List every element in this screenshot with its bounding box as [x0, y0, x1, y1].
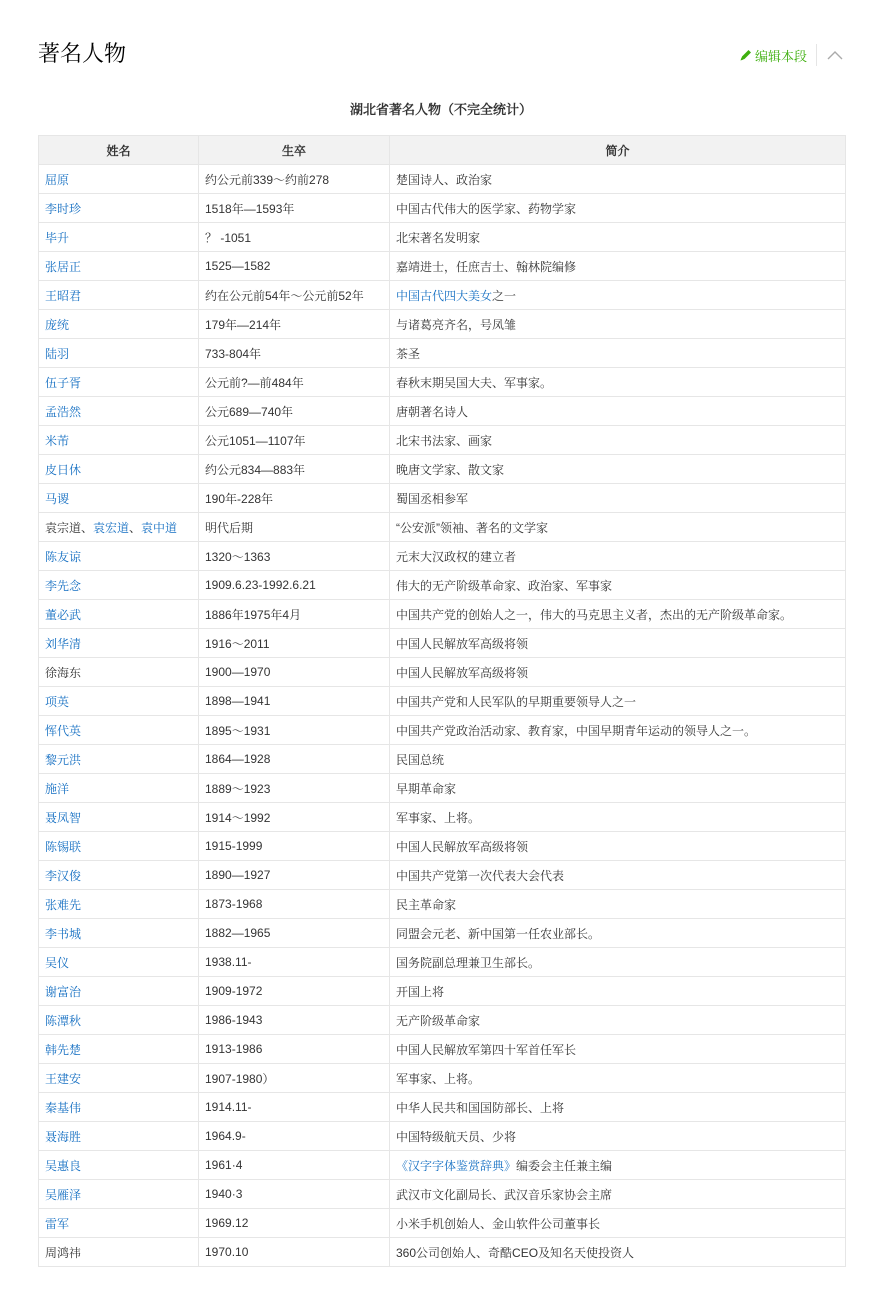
description-cell: [390, 339, 846, 368]
description-cell: [390, 774, 846, 803]
person-name-cell: [39, 1035, 199, 1064]
person-name-link[interactable]: 李书城: [45, 926, 82, 941]
person-name-cell: [39, 165, 199, 194]
table-row: [39, 368, 846, 397]
table-row: [39, 629, 846, 658]
description-text: “公安派”领袖、著名的文学家: [396, 520, 548, 535]
lifespan-cell: 179年—214年: [199, 310, 390, 339]
description-cell: [390, 194, 846, 223]
description-text: 茶圣: [396, 346, 421, 361]
chevron-up-icon: [827, 50, 843, 60]
description-cell: [390, 745, 846, 774]
description-cell: [390, 977, 846, 1006]
lifespan-cell: 1895～1931: [199, 716, 390, 745]
table-row: [39, 919, 846, 948]
lifespan-cell: 约在公元前54年～公元前52年: [199, 281, 390, 310]
table-row: [39, 1238, 846, 1267]
description-cell: [390, 803, 846, 832]
description-text: 中国人民解放军高级将领: [396, 839, 529, 854]
person-name-link[interactable]: 袁中道: [141, 520, 178, 535]
person-name-link[interactable]: 李先念: [45, 578, 82, 593]
description-text: 中华人民共和国国防部长、上将: [396, 1100, 565, 1115]
header-tools: [739, 43, 844, 67]
person-name-cell: [39, 252, 199, 281]
description-cell: [390, 1122, 846, 1151]
description-text: 军事家、上将。: [396, 1071, 481, 1086]
section-title: 著名人物: [38, 41, 127, 66]
description-text: 小米手机创始人、金山软件公司董事长: [396, 1216, 601, 1231]
description-cell: [390, 919, 846, 948]
description-cell: [390, 629, 846, 658]
person-name-link[interactable]: 张难先: [45, 897, 82, 912]
description-cell: [390, 281, 846, 310]
table-row: [39, 1209, 846, 1238]
table-row: [39, 977, 846, 1006]
person-name-cell: [39, 513, 199, 542]
person-name-link[interactable]: 张居正: [45, 259, 82, 274]
people-table: [38, 135, 846, 1267]
person-name-link[interactable]: 陈友谅: [45, 549, 82, 564]
lifespan-cell: 1900—1970: [199, 658, 390, 687]
description-cell: [390, 542, 846, 571]
description-text: 民主革命家: [396, 897, 457, 912]
description-cell: [390, 484, 846, 513]
table-row: [39, 1122, 846, 1151]
description-text: 早期革命家: [396, 781, 457, 796]
person-name-cell: [39, 368, 199, 397]
person-name-cell: [39, 600, 199, 629]
person-name-link[interactable]: 陈潭秋: [45, 1013, 82, 1028]
person-name-link[interactable]: 袁宏道: [93, 520, 130, 535]
person-name-cell: [39, 832, 199, 861]
description-text: 编委会主任兼主编: [516, 1158, 613, 1173]
table-body: [39, 165, 846, 1267]
description-text: 嘉靖进士，任庶吉士、翰林院编修: [396, 259, 577, 274]
person-name-link[interactable]: 王昭君: [45, 288, 82, 303]
table-row: [39, 832, 846, 861]
table-row: [39, 194, 846, 223]
lifespan-cell: 1907-1980）: [199, 1064, 390, 1093]
person-name-link[interactable]: 谢富治: [45, 984, 82, 999]
description-cell: [390, 1093, 846, 1122]
person-name-text: 袁宗道、: [45, 520, 94, 535]
description-cell: [390, 368, 846, 397]
person-name-cell: [39, 1151, 199, 1180]
person-name-cell: [39, 339, 199, 368]
edit-section-button[interactable]: [739, 46, 807, 65]
person-name-link[interactable]: 黎元洪: [45, 752, 82, 767]
lifespan-cell: 1916～2011: [199, 629, 390, 658]
person-name-link[interactable]: 马谡: [45, 491, 70, 506]
person-name-text: 周鸿祎: [45, 1245, 82, 1260]
lifespan-cell: 1961·4: [199, 1151, 390, 1180]
lifespan-cell: 公元前?—前484年: [199, 368, 390, 397]
lifespan-cell: 1525—1582: [199, 252, 390, 281]
description-text: 中国人民解放军高级将领: [396, 636, 529, 651]
person-name-cell: [39, 716, 199, 745]
description-text: 武汉市文化副局长、武汉音乐家协会主席: [396, 1187, 613, 1202]
person-name-link[interactable]: 屈原: [45, 172, 70, 187]
table-row: [39, 513, 846, 542]
person-name-link[interactable]: 庞统: [45, 317, 70, 332]
description-cell: [390, 1238, 846, 1267]
person-name-cell: [39, 1006, 199, 1035]
description-text: 军事家、上将。: [396, 810, 481, 825]
section-header: [38, 38, 844, 74]
lifespan-cell: 1909.6.23-1992.6.21: [199, 571, 390, 600]
description-cell: [390, 1006, 846, 1035]
table-row: [39, 455, 846, 484]
person-name-text: 、: [129, 520, 142, 535]
person-name-link[interactable]: 毕升: [45, 230, 70, 245]
person-name-cell: [39, 223, 199, 252]
lifespan-cell: 1938.11-: [199, 948, 390, 977]
lifespan-cell: 1909-1972: [199, 977, 390, 1006]
description-text: 与诸葛亮齐名，号凤雏: [396, 317, 517, 332]
description-text: 之一: [492, 288, 517, 303]
person-name-cell: [39, 658, 199, 687]
lifespan-cell: 1913-1986: [199, 1035, 390, 1064]
lifespan-cell: 1986-1943: [199, 1006, 390, 1035]
description-text: 唐朝著名诗人: [396, 404, 469, 419]
table-row: [39, 1006, 846, 1035]
person-name-cell: [39, 977, 199, 1006]
table-row: [39, 1064, 846, 1093]
description-cell: [390, 832, 846, 861]
lifespan-cell: 1969.12: [199, 1209, 390, 1238]
description-text: 民国总统: [396, 752, 445, 767]
description-cell: [390, 1064, 846, 1093]
description-link[interactable]: 《汉字字体鉴赏辞典》: [396, 1158, 517, 1173]
lifespan-cell: 1914～1992: [199, 803, 390, 832]
description-text: 国务院副总理兼卫生部长。: [396, 955, 541, 970]
person-name-link[interactable]: 米芾: [45, 433, 70, 448]
lifespan-cell: 1864—1928: [199, 745, 390, 774]
description-cell: [390, 397, 846, 426]
lifespan-cell: 1518年—1593年: [199, 194, 390, 223]
table-row: [39, 774, 846, 803]
person-name-cell: [39, 1209, 199, 1238]
description-cell: [390, 948, 846, 977]
lifespan-cell: 1970.10: [199, 1238, 390, 1267]
collapse-button[interactable]: [826, 46, 844, 64]
person-name-cell: [39, 1122, 199, 1151]
header-life: 生卒: [199, 136, 390, 165]
description-cell: [390, 165, 846, 194]
description-link[interactable]: 中国古代四大美女: [396, 288, 493, 303]
description-text: 中国共产党第一次代表大会代表: [396, 868, 565, 883]
person-name-cell: [39, 948, 199, 977]
lifespan-cell: 1914.11-: [199, 1093, 390, 1122]
table-header-row: [39, 136, 846, 165]
table-row: [39, 252, 846, 281]
lifespan-cell: 约公元834—883年: [199, 455, 390, 484]
description-text: 360公司创始人、奇酷CEO及知名天使投资人: [396, 1245, 635, 1260]
tools-divider: [816, 44, 817, 66]
header-description: 简介: [390, 136, 846, 165]
person-name-link[interactable]: 伍子胥: [45, 375, 82, 390]
edit-section-label: 编辑本段: [754, 48, 807, 64]
person-name-link[interactable]: 吴雁泽: [45, 1187, 82, 1202]
description-cell: [390, 890, 846, 919]
table-row: [39, 426, 846, 455]
description-text: 同盟会元老、新中国第一任农业部长。: [396, 926, 601, 941]
description-cell: [390, 1180, 846, 1209]
person-name-cell: [39, 397, 199, 426]
table-caption: 湖北省著名人物（不完全统计）: [349, 102, 532, 117]
person-name-cell: [39, 1238, 199, 1267]
lifespan-cell: 1882—1965: [199, 919, 390, 948]
description-text: 开国上将: [396, 984, 445, 999]
lifespan-cell: 1889～1923: [199, 774, 390, 803]
person-name-cell: [39, 861, 199, 890]
person-name-cell: [39, 426, 199, 455]
description-text: 中国共产党和人民军队的早期重要领导人之一: [396, 694, 637, 709]
lifespan-cell: 公元689—740年: [199, 397, 390, 426]
lifespan-cell: 1898—1941: [199, 687, 390, 716]
pencil-icon: [739, 48, 753, 62]
table-row: [39, 1035, 846, 1064]
lifespan-cell: 1890—1927: [199, 861, 390, 890]
table-row: [39, 600, 846, 629]
person-name-cell: [39, 194, 199, 223]
description-cell: [390, 861, 846, 890]
person-name-cell: [39, 571, 199, 600]
description-cell: [390, 1035, 846, 1064]
person-name-cell: [39, 1064, 199, 1093]
person-name-cell: [39, 919, 199, 948]
description-cell: [390, 658, 846, 687]
description-cell: [390, 455, 846, 484]
person-name-link[interactable]: 董必武: [45, 607, 82, 622]
table-row: [39, 658, 846, 687]
person-name-cell: [39, 1180, 199, 1209]
description-text: 元末大汉政权的建立者: [396, 549, 517, 564]
lifespan-cell: ？ -1051: [199, 223, 390, 252]
lifespan-cell: 1940·3: [199, 1180, 390, 1209]
table-row: [39, 861, 846, 890]
person-name-cell: [39, 687, 199, 716]
description-text: 伟大的无产阶级革命家、政治家、军事家: [396, 578, 613, 593]
table-row: [39, 687, 846, 716]
person-name-cell: [39, 484, 199, 513]
table-row: [39, 484, 846, 513]
person-name-link[interactable]: 孟浩然: [45, 404, 82, 419]
description-text: 北宋书法家、画家: [396, 433, 493, 448]
table-row: [39, 890, 846, 919]
person-name-link[interactable]: 恽代英: [45, 723, 82, 738]
table-row: [39, 397, 846, 426]
description-cell: [390, 1151, 846, 1180]
table-row: [39, 1180, 846, 1209]
description-text: 蜀国丞相参军: [396, 491, 469, 506]
table-row: [39, 1151, 846, 1180]
description-cell: [390, 687, 846, 716]
description-cell: [390, 600, 846, 629]
description-text: 春秋末期吴国大夫、军事家。: [396, 375, 553, 390]
description-text: 晚唐文学家、散文家: [396, 462, 505, 477]
person-name-cell: [39, 629, 199, 658]
person-name-link[interactable]: 刘华清: [45, 636, 82, 651]
table-row: [39, 1093, 846, 1122]
person-name-cell: [39, 890, 199, 919]
description-text: 楚国诗人、政治家: [396, 172, 493, 187]
person-name-link[interactable]: 雷军: [45, 1216, 70, 1231]
description-text: 中国特级航天员、少将: [396, 1129, 517, 1144]
table-row: [39, 310, 846, 339]
lifespan-cell: 公元1051—1107年: [199, 426, 390, 455]
description-text: 北宋著名发明家: [396, 230, 481, 245]
table-row: [39, 803, 846, 832]
table-row: [39, 745, 846, 774]
description-cell: [390, 310, 846, 339]
lifespan-cell: 1915-1999: [199, 832, 390, 861]
person-name-cell: [39, 745, 199, 774]
description-cell: [390, 513, 846, 542]
person-name-link[interactable]: 项英: [45, 694, 70, 709]
person-name-cell: [39, 803, 199, 832]
person-name-cell: [39, 455, 199, 484]
table-row: [39, 281, 846, 310]
description-text: 无产阶级革命家: [396, 1013, 481, 1028]
lifespan-cell: 1873-1968: [199, 890, 390, 919]
person-name-link[interactable]: 吴仪: [45, 955, 70, 970]
description-cell: [390, 223, 846, 252]
lifespan-cell: 733-804年: [199, 339, 390, 368]
person-name-link[interactable]: 李汉俊: [45, 868, 82, 883]
person-name-cell: [39, 542, 199, 571]
person-name-link[interactable]: 秦基伟: [45, 1100, 82, 1115]
description-cell: [390, 716, 846, 745]
person-name-link[interactable]: 陈锡联: [45, 839, 82, 854]
description-text: 中国人民解放军第四十军首任军长: [396, 1042, 577, 1057]
person-name-cell: [39, 1093, 199, 1122]
description-cell: [390, 1209, 846, 1238]
table-row: [39, 223, 846, 252]
person-name-link[interactable]: 李时珍: [45, 201, 82, 216]
table-row: [39, 948, 846, 977]
lifespan-cell: 190年-228年: [199, 484, 390, 513]
description-text: 中国共产党的创始人之一，伟大的马克思主义者，杰出的无产阶级革命家。: [396, 607, 793, 622]
lifespan-cell: 约公元前339～约前278: [199, 165, 390, 194]
table-row: [39, 716, 846, 745]
table-row: [39, 165, 846, 194]
lifespan-cell: 1886年1975年4月: [199, 600, 390, 629]
table-row: [39, 339, 846, 368]
person-name-link[interactable]: 皮日休: [45, 462, 82, 477]
person-name-link[interactable]: 施洋: [45, 781, 70, 796]
description-text: 中国古代伟大的医学家、药物学家: [396, 201, 577, 216]
lifespan-cell: 明代后期: [199, 513, 390, 542]
person-name-link[interactable]: 韩先楚: [45, 1042, 82, 1057]
description-text: 中国人民解放军高级将领: [396, 665, 529, 680]
description-cell: [390, 426, 846, 455]
description-text: 中国共产党政治活动家、教育家，中国早期青年运动的领导人之一。: [396, 723, 757, 738]
person-name-link[interactable]: 陆羽: [45, 346, 70, 361]
person-name-text: 徐海东: [45, 665, 82, 680]
header-name: 姓名: [39, 136, 199, 165]
person-name-cell: [39, 310, 199, 339]
person-name-link[interactable]: 王建安: [45, 1071, 82, 1086]
table-row: [39, 542, 846, 571]
person-name-link[interactable]: 聂凤智: [45, 810, 82, 825]
person-name-cell: [39, 281, 199, 310]
table-row: [39, 571, 846, 600]
description-cell: [390, 571, 846, 600]
person-name-link[interactable]: 吴惠良: [45, 1158, 82, 1173]
person-name-link[interactable]: 聂海胜: [45, 1129, 82, 1144]
lifespan-cell: 1964.9-: [199, 1122, 390, 1151]
description-cell: [390, 252, 846, 281]
lifespan-cell: 1320～1363: [199, 542, 390, 571]
person-name-cell: [39, 774, 199, 803]
